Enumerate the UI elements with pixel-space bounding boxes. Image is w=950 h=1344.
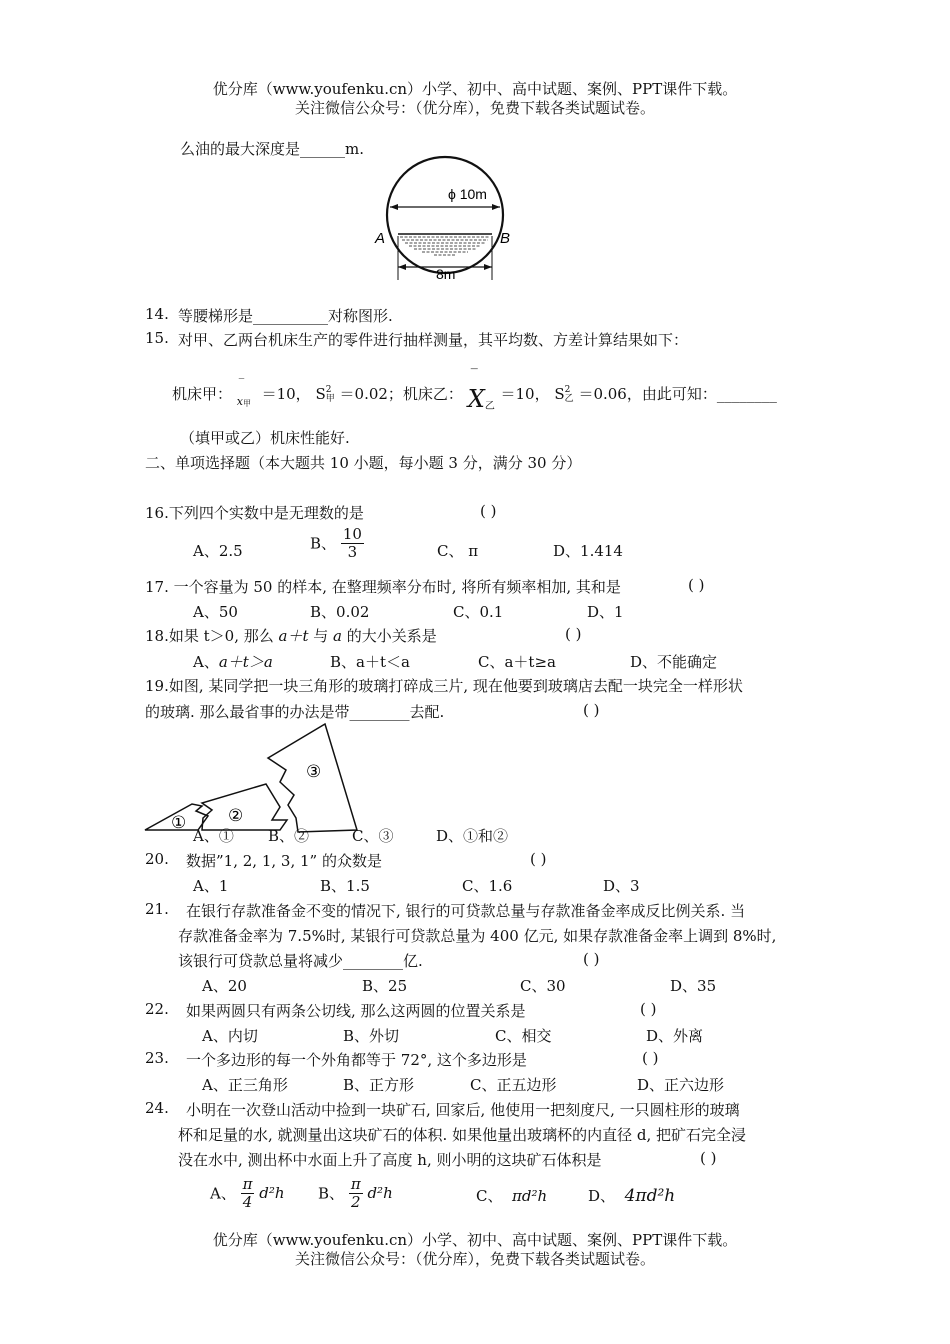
q16-opt-b: B、 $\frac{10}{3}$ [310, 525, 362, 561]
q15-var-jia: S 2 甲 [315, 385, 335, 404]
header-line-1: 优分库（www.youfenku.cn）小学、初中、高中试题、案例、PPT课件下载。 [212, 80, 738, 98]
piece-label-1: ① [171, 813, 187, 832]
diameter-label: ϕ 10m [448, 186, 487, 202]
q21-opt-a: A、20 [202, 977, 247, 995]
broken-glass-figure [140, 720, 365, 835]
q19-opt-a: A、① [193, 827, 234, 845]
footer-line-2: 关注微信公众号：（优分库），免费下载各类试题试卷。 [294, 1250, 655, 1268]
q14-text: 等腰梯形是__________对称图形. [178, 307, 393, 325]
q24-opt-d: D、 4πd²h [588, 1186, 676, 1206]
q19-paren: ( ) [583, 701, 600, 719]
q16-frac: $\frac{10}{3}$ [342, 525, 362, 561]
q20-text: 数据”1, 2, 1, 3, 1” 的众数是 [186, 852, 382, 870]
q18-opt-d: D、不能确定 [630, 653, 718, 671]
q20-num: 20. [145, 850, 169, 868]
point-b-label: B [500, 230, 511, 247]
circle-oil-figure [370, 150, 530, 285]
q17-opt-a: A、50 [193, 603, 238, 621]
q22-opt-b: B、外切 [343, 1027, 400, 1045]
q21-num: 21. [145, 900, 169, 918]
q14-num: 14. [145, 305, 169, 323]
q23-opt-a: A、正三角形 [202, 1076, 288, 1094]
q22-num: 22. [145, 1000, 169, 1018]
chord-arrow-right [484, 264, 492, 270]
q22-opt-a: A、内切 [202, 1027, 258, 1045]
q15-label-jia: 机床甲： [172, 385, 233, 403]
q15-mean-yi: ‾ $X_乙$ [467, 367, 495, 413]
q18-opt-a: A、a＋t＞a [193, 653, 273, 671]
q18-paren: ( ) [565, 625, 582, 643]
q16-paren: ( ) [480, 502, 497, 520]
piece-label-2: ② [228, 806, 244, 825]
q18-stem: 18.如果 t＞0, 那么 a＋t 与 a 的大小关系是 [145, 627, 437, 645]
q15-line2: （填甲或乙）机床性能好. [180, 429, 350, 447]
q15-eq4: ＝0.06，由此可知：________ [578, 385, 777, 403]
q24-paren: ( ) [700, 1149, 717, 1167]
q22-opt-d: D、外离 [646, 1027, 704, 1045]
point-a-label: A [375, 230, 386, 247]
diameter-arrow-left [390, 204, 398, 210]
q15-line1 [172, 367, 777, 413]
q13-tail: 么油的最大深度是______m. [180, 140, 364, 158]
q22-text: 如果两圆只有两条公切线, 那么这两圆的位置关系是 [186, 1002, 526, 1020]
q16-opt-a: A、2.5 [193, 542, 243, 560]
q17-stem: 17. 一个容量为 50 的样本, 在整理频率分布时, 将所有频率相加, 其和是 [145, 578, 621, 596]
q19-opt-b: B、② [268, 827, 310, 845]
q24-num: 24. [145, 1099, 169, 1117]
oil-hatching [400, 237, 490, 255]
q20-paren: ( ) [530, 850, 547, 868]
q17-opt-c: C、0.1 [453, 603, 504, 621]
q24-opt-c: C、 πd²h [476, 1187, 548, 1205]
q21-opt-b: B、25 [362, 977, 408, 995]
q17-paren: ( ) [688, 576, 705, 594]
q23-num: 23. [145, 1049, 169, 1067]
header-line-2: 关注微信公众号：（优分库），免费下载各类试题试卷。 [294, 99, 655, 117]
q23-text: 一个多边形的每一个外角都等于 72°, 这个多边形是 [186, 1051, 527, 1069]
q19-opt-c: C、③ [352, 827, 394, 845]
q24-line1: 小明在一次登山活动中捡到一块矿石, 回家后, 他使用一把刻度尺, 一只圆柱形的玻璃 [186, 1101, 740, 1119]
q24-opt-a: A、 $\frac{\pi}{4}$ d²h [210, 1175, 285, 1211]
q15-var-yi: S 2 乙 [554, 385, 574, 404]
q16-stem: 16.下列四个实数中是无理数的是 [145, 504, 364, 522]
q21-line1: 在银行存款准备金不变的情况下, 银行的可贷款总量与存款准备金率成反比例关系. 当 [186, 902, 746, 920]
piece-label-3: ③ [306, 762, 322, 781]
q24-opt-b: B、 $\frac{\pi}{2}$ d²h [318, 1175, 393, 1211]
q20-opt-c: C、1.6 [462, 877, 513, 895]
q18-opt-b: B、a＋t＜a [330, 653, 410, 671]
q16-opt-d: D、1.414 [553, 542, 623, 560]
section-2-title: 二、单项选择题（本大题共 10 小题，每小题 3 分，满分 30 分） [145, 454, 582, 472]
footer-line-1: 优分库（www.youfenku.cn）小学、初中、高中试题、案例、PPT课件下载。 [212, 1231, 738, 1249]
q17-opt-d: D、1 [587, 603, 624, 621]
q15-eq1: ＝10， [261, 385, 311, 403]
q15-mean-jia: ‾ $_{x甲}$ [236, 377, 252, 408]
q18-opt-c: C、a＋t≥a [478, 653, 556, 671]
chord-arrow-left [398, 264, 406, 270]
q21-paren: ( ) [583, 950, 600, 968]
q19-line2: 的玻璃. 那么最省事的办法是带________去配. [145, 703, 445, 721]
q16-opt-c: C、 π [437, 542, 479, 560]
q23-paren: ( ) [642, 1049, 659, 1067]
q19-opt-d: D、①和② [436, 827, 509, 845]
q21-line3: 该银行可贷款总量将减少________亿. [178, 952, 423, 970]
chord-label: 8m [436, 266, 456, 282]
glass-piece-2 [202, 784, 287, 830]
q24-frac-a: $\frac{\pi}{4}$ [242, 1175, 253, 1211]
q15-eq3: ＝10， [500, 385, 550, 403]
q22-paren: ( ) [640, 1000, 657, 1018]
q20-opt-d: D、3 [603, 877, 640, 895]
q21-opt-d: D、35 [670, 977, 717, 995]
q24-frac-b: $\frac{\pi}{2}$ [350, 1175, 361, 1211]
tank-circle [387, 157, 503, 273]
q15-num: 15. [145, 329, 169, 347]
q23-opt-c: C、正五边形 [470, 1076, 557, 1094]
q19-line1: 19.如图, 某同学把一块三角形的玻璃打碎成三片, 现在他要到玻璃店去配一块完全一样形状 [145, 677, 743, 695]
q20-opt-a: A、1 [193, 877, 229, 895]
q24-line2: 杯和足量的水, 就测量出这块矿石的体积. 如果他量出玻璃杯的内直径 d, 把矿石完全浸 [178, 1126, 746, 1144]
q15-eq2: ＝0.02；机床乙： [339, 385, 463, 403]
diameter-arrow-right [492, 204, 500, 210]
q15-text: 对甲、乙两台机床生产的零件进行抽样测量，其平均数、方差计算结果如下： [178, 331, 689, 349]
q22-opt-c: C、相交 [495, 1027, 552, 1045]
q21-opt-c: C、30 [520, 977, 566, 995]
q24-line3: 没在水中, 测出杯中水面上升了高度 h, 则小明的这块矿石体积是 [178, 1151, 602, 1169]
q21-line2: 存款准备金率为 7.5%时, 某银行可贷款总量为 400 亿元, 如果存款准备金率上调到 8%时, [178, 927, 777, 945]
q23-opt-d: D、正六边形 [637, 1076, 725, 1094]
q20-opt-b: B、1.5 [320, 877, 370, 895]
q23-opt-b: B、正方形 [343, 1076, 415, 1094]
q17-opt-b: B、0.02 [310, 603, 370, 621]
